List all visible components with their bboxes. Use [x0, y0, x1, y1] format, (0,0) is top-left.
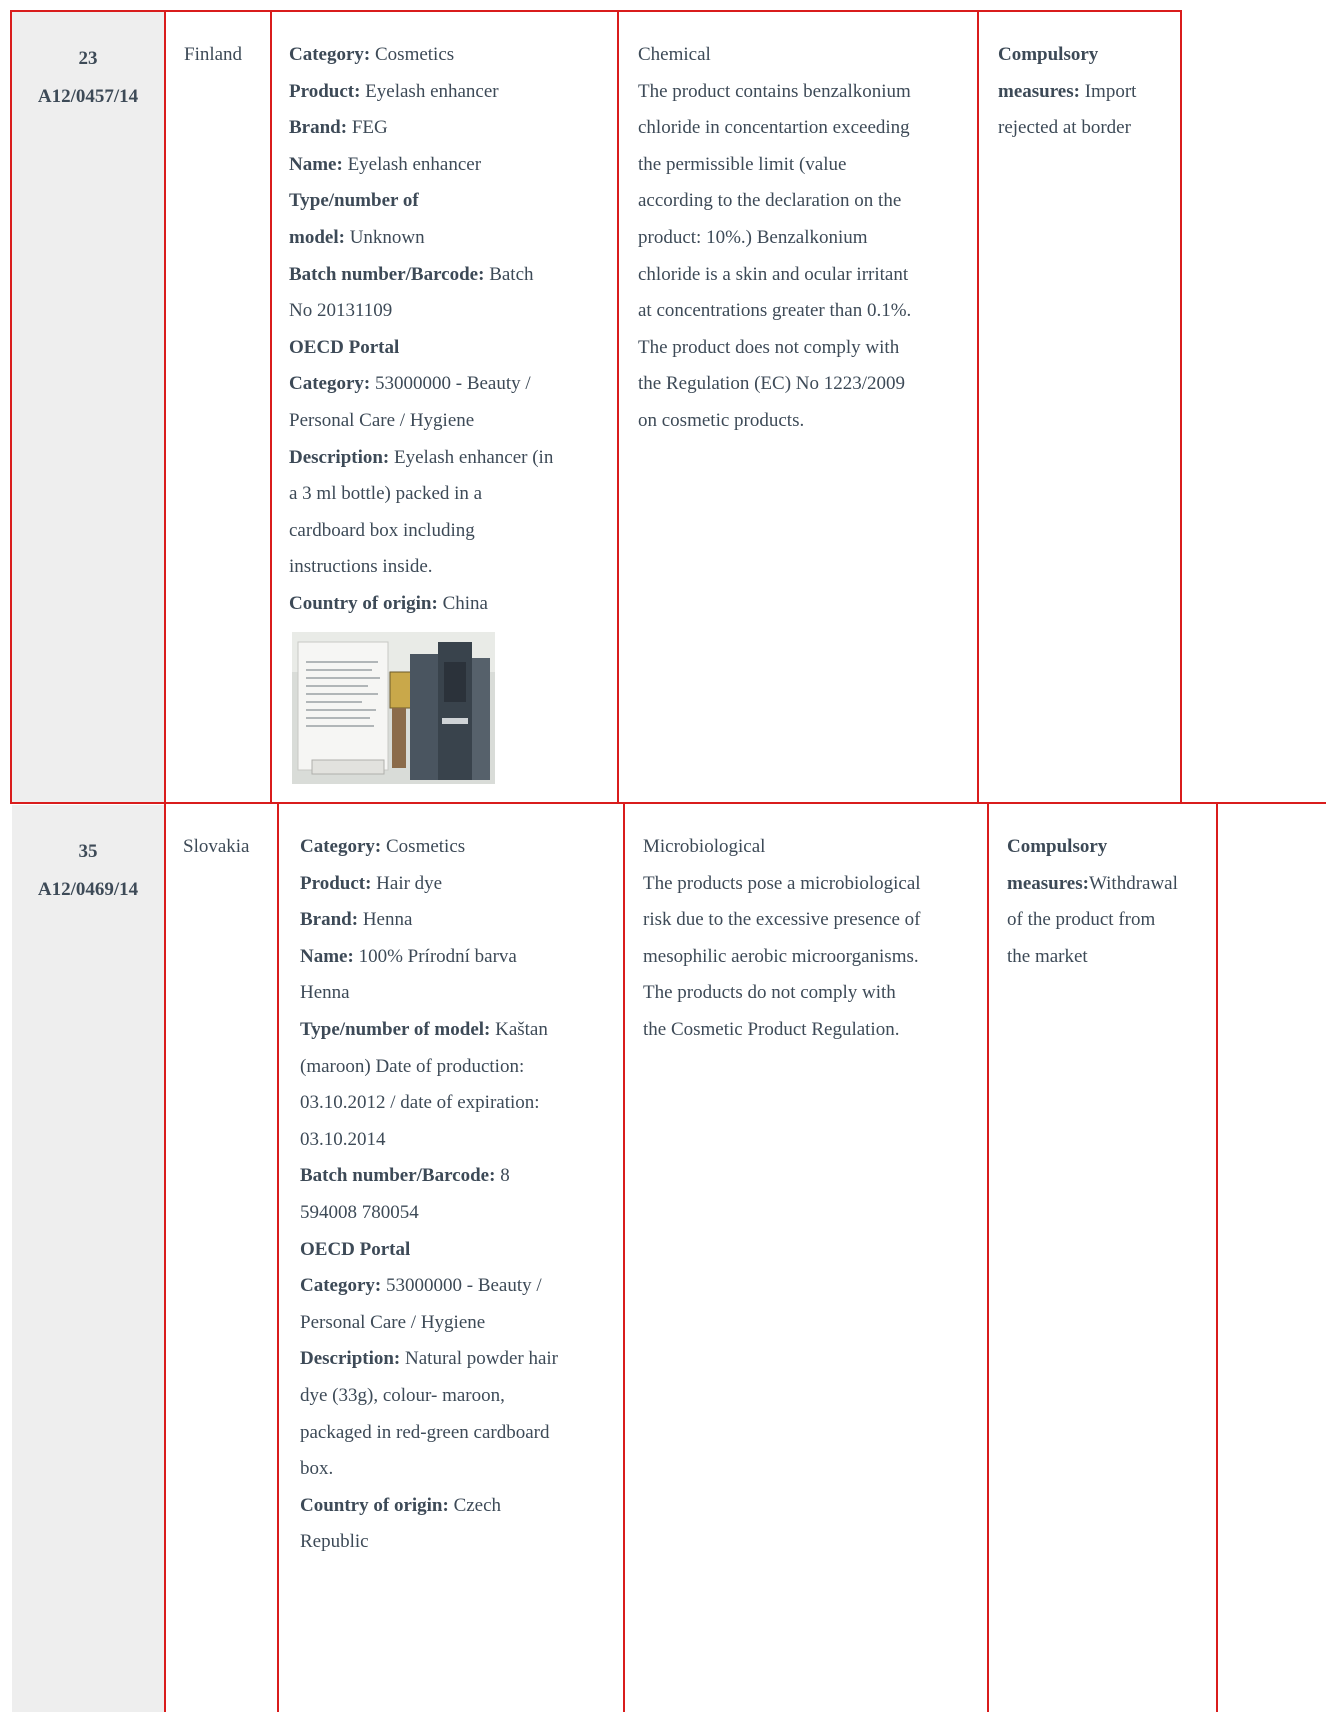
column-divider: [623, 802, 625, 1712]
measures-cell: [1007, 805, 1217, 975]
description-line: dye (33g), colour- maroon,: [300, 1384, 505, 1406]
batch-value: Batch: [489, 263, 534, 285]
measures-cell: [998, 12, 1180, 147]
origin-value: Czech: [453, 1494, 502, 1516]
risk-description-line: mesophilic aerobic microorganisms.: [643, 945, 919, 967]
notification-reference: A12/0457/14: [37, 86, 139, 107]
country: Slovakia: [183, 836, 250, 857]
description-line: a 3 ml bottle) packed in a: [289, 483, 483, 505]
brand-label: Brand:: [300, 909, 359, 931]
batch-value: 8: [500, 1165, 510, 1187]
measures-value: Withdrawal: [1088, 872, 1178, 894]
column-divider: [270, 10, 272, 804]
batch-value-cont: 594008 780054: [300, 1201, 419, 1223]
column-divider: [1180, 10, 1182, 804]
column-divider: [164, 10, 166, 804]
risk-type: Chemical: [638, 44, 711, 65]
risk-description-line: The products pose a microbiological: [643, 872, 921, 894]
brand-value: Henna: [362, 909, 413, 931]
table-border-top: [10, 10, 1182, 12]
origin-value: China: [442, 592, 488, 614]
notification-number: 35: [78, 841, 98, 862]
risk-description-line: chloride is a skin and ocular irritant: [638, 263, 909, 285]
type-value-cont: 03.10.2012 / date of expiration:: [300, 1092, 540, 1114]
batch-label: Batch number/Barcode:: [300, 1165, 496, 1187]
description-line: cardboard box including: [289, 519, 475, 541]
category-value: Cosmetics: [386, 836, 466, 857]
type-value-cont: (maroon) Date of production:: [300, 1055, 525, 1077]
country: Finland: [184, 44, 243, 65]
country-cell: [184, 12, 268, 74]
risk-description-line: The products do not comply with: [643, 982, 896, 1004]
batch-value-cont: No 20131109: [289, 300, 393, 322]
oecd-category-label: Category:: [300, 1275, 382, 1297]
column-divider: [977, 10, 979, 804]
description-line: instructions inside.: [289, 556, 433, 578]
category-label: Category:: [289, 44, 371, 65]
row-divider: [10, 802, 1326, 804]
type-label: Type/number of: [289, 190, 419, 212]
product-label: Product:: [300, 872, 372, 894]
risk-description-line: risk due to the excessive presence of: [643, 909, 921, 931]
type-label: Type/number of model:: [300, 1018, 491, 1040]
name-value-cont: Henna: [300, 982, 350, 1004]
product-label: Product:: [289, 80, 361, 102]
type-value: Unknown: [349, 226, 425, 248]
table-row: [0, 12, 1326, 804]
origin-label: Country of origin:: [289, 592, 438, 614]
notification-id-cell: [12, 805, 164, 1712]
measures-label-cont: measures:: [998, 80, 1080, 102]
description-line: box.: [300, 1458, 334, 1480]
measures-value-cont: rejected at border: [998, 117, 1131, 139]
description-line: packaged in red-green cardboard: [300, 1421, 550, 1443]
measures-value-cont: the market: [1007, 945, 1088, 967]
description-label: Description:: [300, 1348, 401, 1370]
risk-description-line: the Cosmetic Product Regulation.: [643, 1018, 900, 1040]
product-value: Hair dye: [376, 872, 443, 894]
type-value-cont: 03.10.2014: [300, 1128, 386, 1150]
description-label: Description:: [289, 446, 390, 468]
oecd-category-label: Category:: [289, 373, 371, 395]
risk-description-line: the permissible limit (value: [638, 153, 847, 175]
risk-description-line: at concentrations greater than 0.1%.: [638, 300, 912, 322]
oecd-portal-heading: OECD Portal: [289, 336, 400, 358]
column-divider: [10, 10, 12, 804]
measures-value: Import: [1084, 80, 1137, 102]
type-label-cont: model:: [289, 226, 345, 248]
risk-description-line: The product does not comply with: [638, 336, 900, 358]
risk-description-line: the Regulation (EC) No 1223/2009: [638, 373, 906, 395]
oecd-portal-heading: OECD Portal: [300, 1238, 411, 1260]
column-divider: [987, 802, 989, 1712]
description-value: Eyelash enhancer (in: [394, 446, 554, 468]
name-label: Name:: [289, 153, 343, 175]
category-label: Category:: [300, 836, 382, 857]
type-value: Kaštan: [495, 1018, 548, 1040]
table-row: [0, 805, 1326, 1712]
column-divider: [164, 802, 166, 1712]
notification-id-cell: [12, 12, 164, 804]
notification-number: 23: [78, 48, 98, 69]
oecd-category-value: 53000000 - Beauty /: [375, 373, 531, 395]
category-value: Cosmetics: [375, 44, 455, 65]
risk-description-line: according to the declaration on the: [638, 190, 902, 212]
measures-label: Compulsory: [998, 44, 1099, 65]
name-value: 100% Prírodní barva: [358, 945, 517, 967]
oecd-category-value-cont: Personal Care / Hygiene: [289, 409, 475, 431]
brand-value: FEG: [351, 117, 388, 139]
risk-description-line: on cosmetic products.: [638, 409, 805, 431]
country-cell: [183, 805, 273, 866]
product-cell: [300, 805, 622, 1561]
risk-description-line: chloride in concentartion exceeding: [638, 117, 910, 139]
name-value: Eyelash enhancer: [347, 153, 482, 175]
risk-description-line: The product contains benzalkonium: [638, 80, 911, 102]
product-photo: [292, 632, 495, 784]
oecd-category-value: 53000000 - Beauty /: [386, 1275, 542, 1297]
column-divider: [617, 10, 619, 804]
product-cell: [289, 12, 611, 623]
oecd-category-value-cont: Personal Care / Hygiene: [300, 1311, 486, 1333]
measures-value-cont: of the product from: [1007, 909, 1156, 931]
column-divider: [1216, 802, 1218, 1712]
measures-label-cont: measures:: [1007, 872, 1089, 894]
column-divider: [277, 802, 279, 1712]
risk-cell: [638, 12, 972, 440]
description-value: Natural powder hair: [405, 1348, 559, 1370]
origin-value-cont: Republic: [300, 1531, 369, 1553]
notification-reference: A12/0469/14: [37, 879, 139, 900]
risk-cell: [643, 805, 979, 1049]
measures-label: Compulsory: [1007, 836, 1108, 857]
risk-description-line: product: 10%.) Benzalkonium: [638, 226, 868, 248]
batch-label: Batch number/Barcode:: [289, 263, 485, 285]
name-label: Name:: [300, 945, 354, 967]
brand-label: Brand:: [289, 117, 348, 139]
risk-type: Microbiological: [643, 836, 766, 857]
origin-label: Country of origin:: [300, 1494, 449, 1516]
product-value: Eyelash enhancer: [365, 80, 499, 102]
